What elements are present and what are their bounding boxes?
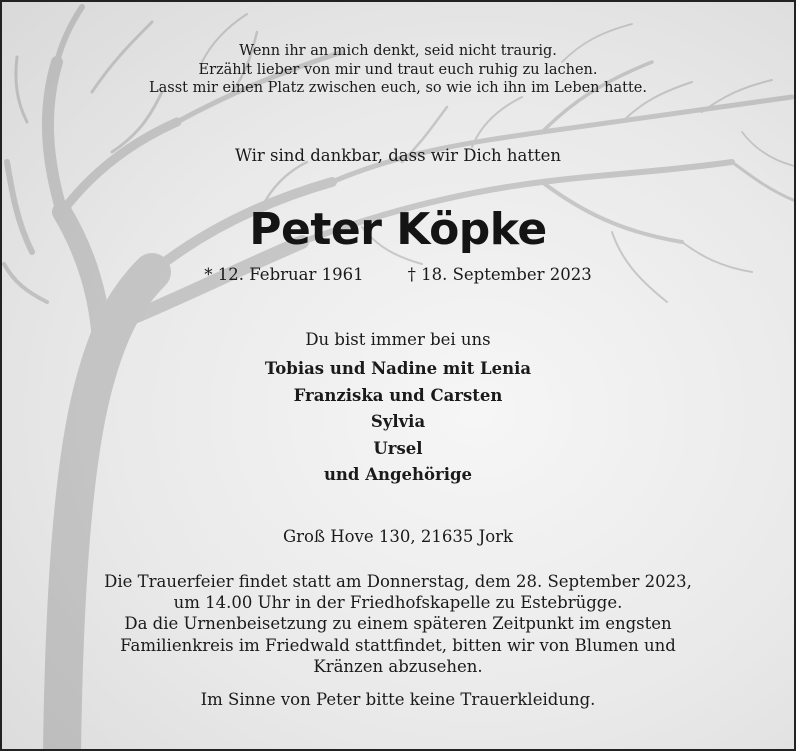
ceremony-line: Kränzen abzusehen. — [313, 656, 483, 676]
life-dates — [2, 265, 794, 284]
family-member: Sylvia — [370, 412, 426, 431]
family-member: und Angehörige — [323, 465, 473, 484]
ceremony-line: Die Trauerfeier findet statt am Donnerstag, dem 28. September 2023, — [104, 572, 692, 591]
family-member: Franziska und Carsten — [293, 385, 503, 405]
ceremony-line: um 14.00 Uhr in der Friedhofskapelle zu Estebrügge. — [173, 593, 623, 613]
family-list — [2, 356, 794, 489]
ceremony-line: Familienkreis im Friedwald stattfindet, bitten wir von Blumen und — [120, 635, 676, 655]
poem-line: Erzählt lieber von mir und traut euch ruhig zu lachen. — [198, 61, 598, 78]
address: Groß Hove 130, 21635 Jork — [282, 527, 514, 546]
poem-line: Wenn ihr an mich denkt, seid nicht traurig. — [239, 43, 557, 59]
family-member: Tobias und Nadine mit Lenia — [264, 359, 532, 378]
intro-text: Wir sind dankbar, dass wir Dich hatten — [234, 146, 562, 165]
closing-line: Du bist immer bei uns — [305, 330, 491, 349]
dress-request: Im Sinne von Peter bitte keine Trauerkleidung. — [200, 690, 596, 709]
birth-date: * 12. Februar 1961 — [204, 265, 364, 284]
ceremony-line: Da die Urnenbeisetzung zu einem späteren Zeitpunkt im engsten — [124, 614, 672, 634]
notice-content — [2, 2, 794, 749]
ceremony-details — [2, 571, 794, 677]
family-member: Ursel — [373, 438, 423, 458]
death-date: † 18. September 2023 — [407, 265, 592, 284]
poem-line: Lasst mir einen Platz zwischen euch, so wie ich ihn im Leben hatte. — [149, 80, 647, 96]
poem — [2, 42, 794, 98]
deceased-name: Peter Köpke — [249, 204, 547, 255]
